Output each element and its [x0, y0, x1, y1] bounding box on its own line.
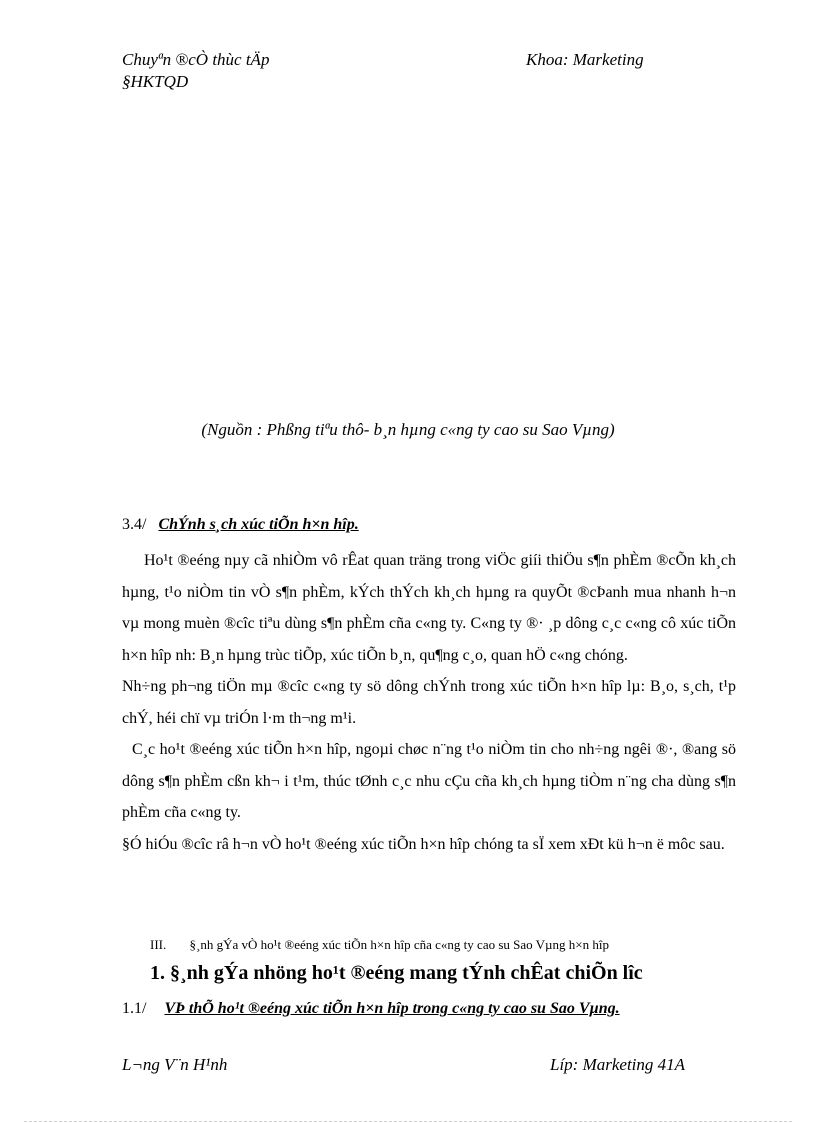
header-course-title: Chuyªn ®cÒ thùc tÄp	[122, 50, 270, 69]
source-note: (Nguồn : Phßng tiªu thô- b¸n hµng c«ng ty cao su Sao Vµng)	[201, 420, 615, 439]
header-faculty: Khoa: Marketing	[526, 50, 644, 69]
page-bottom-divider	[24, 1121, 792, 1122]
paragraph: Nh÷ng ph¬ng tiÖn mµ ®cîc c«ng ty sö dông chÝnh trong xúc tiÕn h×n hîp lµ: B¸o, s¸ch, t¹p chÝ, héi chï vµ triÓn l·m th¬ng m¹i.	[122, 678, 736, 727]
roman-numeral: III.	[150, 937, 167, 952]
footer-class: Líp: Marketing 41A	[550, 1055, 686, 1074]
paragraph: §Ó hiÓu ®cîc râ h¬n vÒ ho¹t ®eéng xúc tiÕn h×n hîp chóng ta sÏ xem xÐt kü h¬n ë môc sau.	[122, 835, 725, 853]
heading-1: 1. §¸nh gÝa nhöng ho¹t ®eéng mang tÝnh chÊat chiÕn lîc	[150, 962, 643, 984]
roman-item	[150, 937, 609, 953]
section-number: 1.1/	[122, 1000, 147, 1017]
paragraph: C¸c ho¹t ®eéng xúc tiÕn h×n hîp, ngoµi chøc n¨ng t¹o niÒm tin cho nh÷ng ngêi ®·, ®ang sö dông s¶n phÈm cßn kh¬ i t¹m, thúc tØnh c¸c nhu cÇu cña kh¸ch hµng tiÒm n¨ng cha dùng s¶n phÈm cña c«ng ty.	[122, 741, 736, 821]
body-text	[122, 545, 736, 860]
roman-item-text: §¸nh gÝa vÒ ho¹t ®eéng xúc tiÕn h×n hîp cña c«ng ty cao su Sao Vµng h×n hîp	[189, 937, 609, 952]
section-number: 3.4/	[122, 516, 147, 533]
section-title: VÞ thÕ ho¹t ®eéng xúc tiÕn h×n hîp trong c«ng ty cao su Sao Vµng.	[164, 1000, 620, 1017]
footer-author: L¬ng V¨n H¹nh	[122, 1055, 228, 1074]
section-title: ChÝnh s¸ch xúc tiÕn h×n hîp.	[158, 516, 359, 533]
header-university: §HKTQD	[122, 72, 189, 91]
section-3-4-heading	[122, 516, 359, 534]
paragraph: Ho¹t ®eéng nµy cã nhiÒm vô rÊat quan träng trong viÖc giíi thiÖu s¶n phÈm ®cÕn kh¸ch hµng, t¹o niÒm tin vÒ s¶n phÈm, kÝch thÝch kh¸ch hµng ra quyÕt ®cÞanh mua nhanh h¬n vµ mong muèn ®cîc tiªu dùng s¶n phÈm cña c«ng ty. C«ng ty ®· ¸p dông c¸c c«ng cô xúc tiÕn h×n hîp nh: B¸n hµng trùc tiÕp, xúc tiÕn b¸n, qu¶ng c¸o, quan hÖ c«ng chóng.	[122, 552, 736, 664]
section-1-1-heading	[122, 1000, 620, 1018]
